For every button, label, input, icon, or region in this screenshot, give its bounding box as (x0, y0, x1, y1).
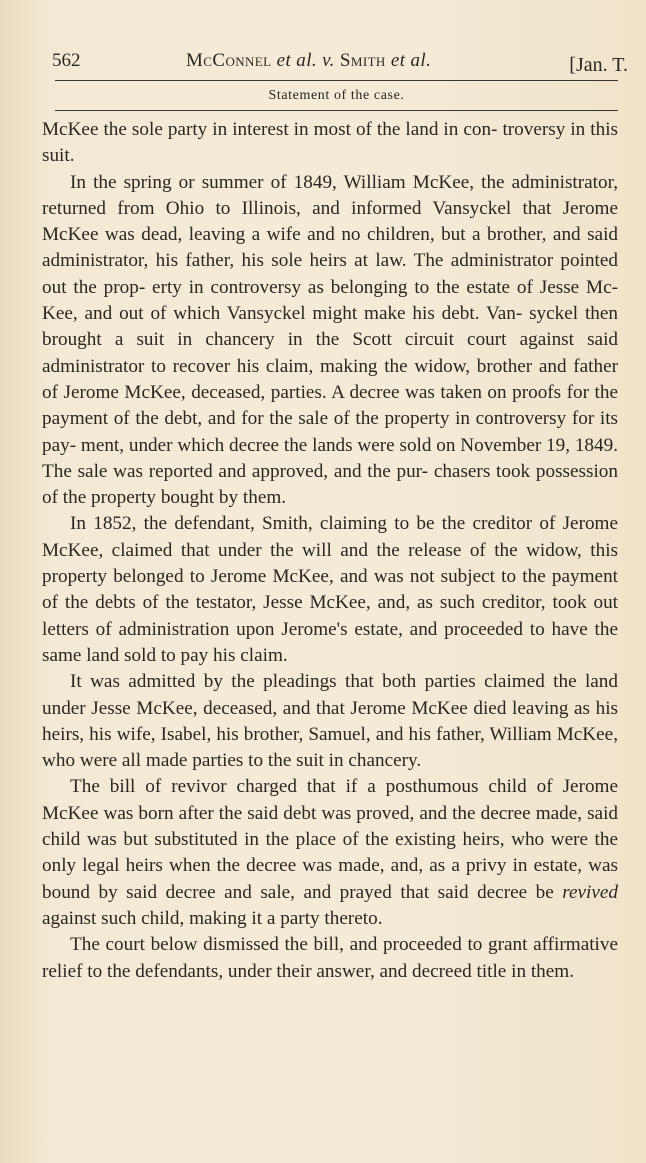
section-title: Statement of the case. (268, 88, 405, 103)
body-text (42, 117, 618, 985)
italic-word: revived (562, 881, 618, 903)
paragraph-text: The bill of revivor charged that if a posthumous child of Jerome McKee was born after the said debt was proved, and the decree made, said child was but substituted in the place of the existing heirs, who were the only legal heirs when the decree was made, and, as a privy in estate, was bound by said decree and sale, and prayed that said decree be (42, 776, 618, 903)
paragraph: In 1852, the defendant, Smith, claiming to be the creditor of Jerome McKee, claimed that under the will and the release of the widow, this property belonged to Jerome McKee, and was not subject to the payment of the debts of the testator, Jesse McKee, and, as such creditor, took out letters of administration upon Jerome's estate, and proceeded to have the same land sold to pay his claim. (42, 513, 618, 666)
case-name-plaintiff: McConnel (186, 50, 272, 71)
case-name-etal: et al. (390, 50, 432, 71)
case-name-etal-v: et al. v. (276, 50, 335, 71)
term-label: [Jan. T. (569, 54, 628, 76)
case-title (186, 50, 431, 72)
section-rule (55, 110, 618, 111)
case-name-defendant: Smith (339, 50, 386, 71)
header-rule (55, 80, 618, 81)
paragraph: In the spring or summer of 1849, William McKee, the administrator, returned from Ohio to Illinois, and informed Vansyckel that Jerome McKee was dead, leaving a wife and no children, but a brother, and said administrator, his father, his sole heirs at law. The administrator pointed out the prop- erty in controversy as belonging to the estate of Jesse Mc- Kee, and out of which Vansyckel might make his debt. Van- syckel then brought a suit in chancery in the Scott circuit court against said administrator to recover his claim, making the widow, brother and father of Jerome McKee, deceased, parties. A decree was taken on proofs for the payment of the debt, and for the sale of the property in controversy for its pay- ment, under which decree the lands were sold on November 19, 1849. The sale was reported and approved, and the pur- chasers took possession of the property bought by them. (42, 171, 618, 509)
paragraph: It was admitted by the pleadings that both parties claimed the land under Jesse McKee, deceased, and that Jerome McKee died leaving as his heirs, his wife, Isabel, his brother, Samuel, and his father, William McKee, who were all made parties to the suit in chancery. (42, 671, 618, 772)
paragraph-text-tail: against such child, making it a party thereto. (42, 907, 383, 929)
paragraph (42, 774, 618, 932)
paragraph: McKee the sole party in interest in most of the land in con- troversy in this suit. (42, 119, 618, 167)
page-number: 562 (52, 50, 81, 71)
paragraph: The court below dismissed the bill, and proceeded to grant affirmative relief to the defendants, under their answer, and decreed title in them. (42, 934, 618, 982)
running-head (52, 50, 628, 84)
